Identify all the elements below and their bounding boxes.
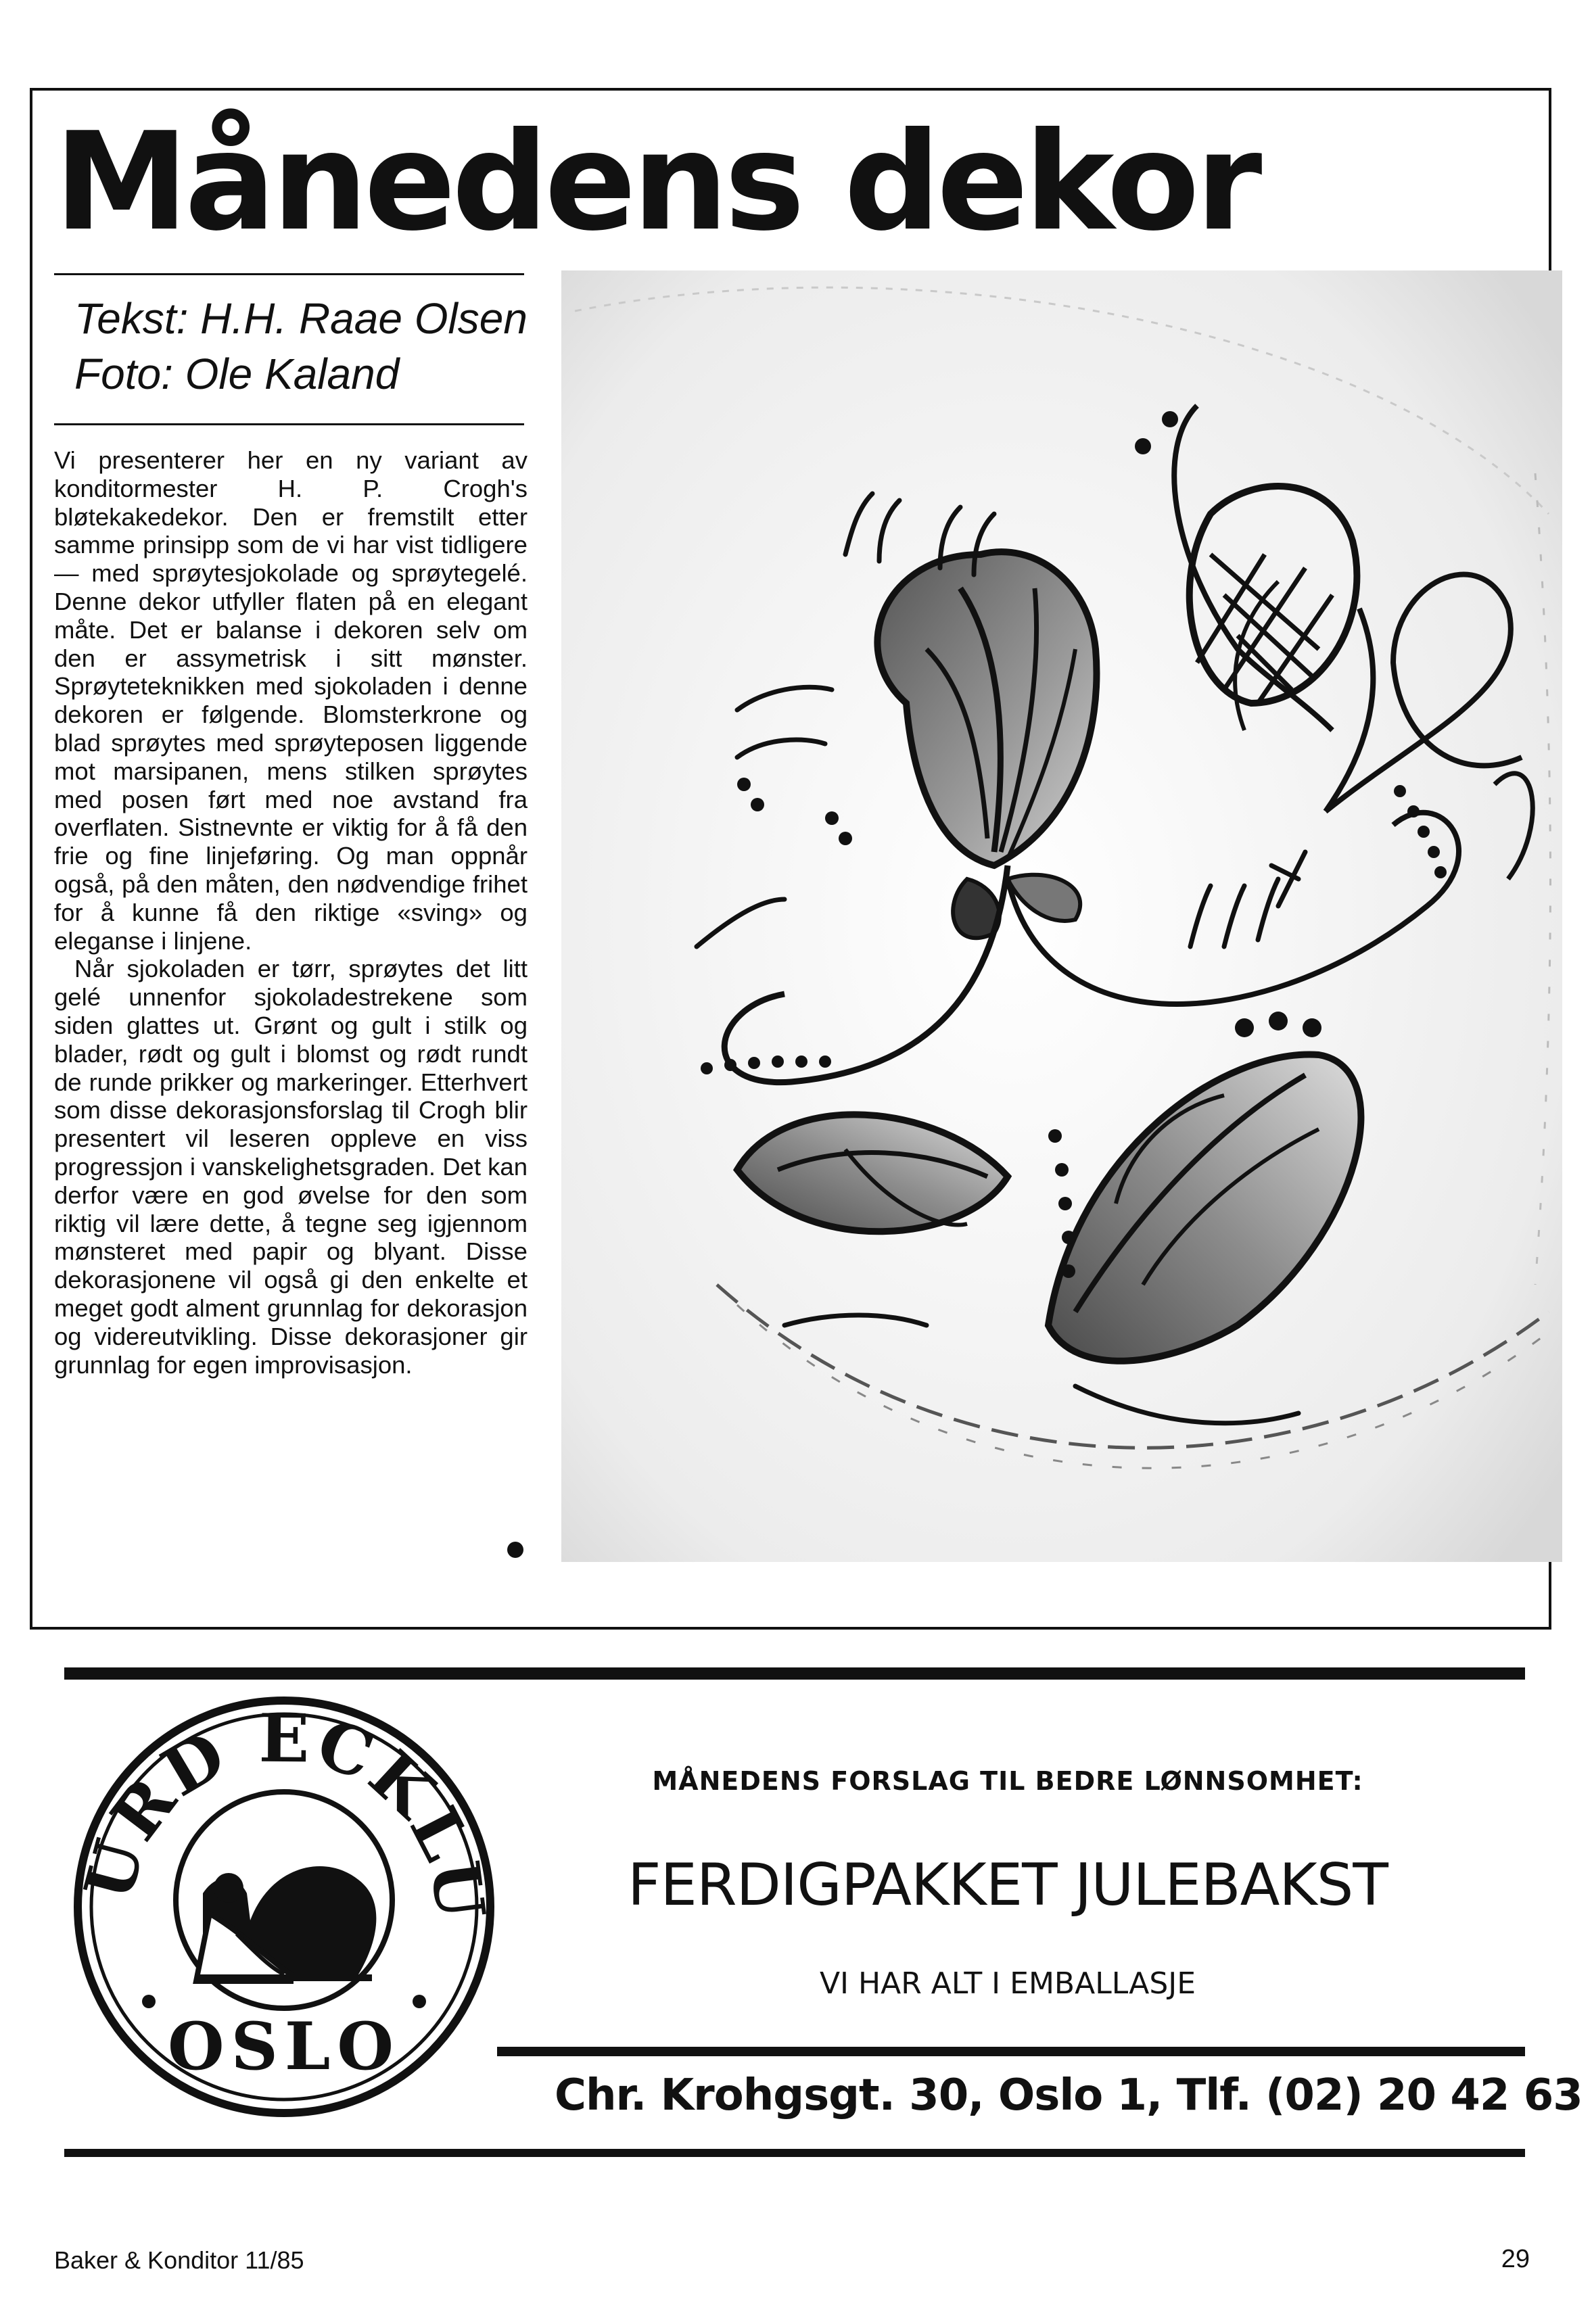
text-credit: Tekst: H.H. Raae Olsen <box>74 294 528 343</box>
logo-text-top: URD ECKLU <box>70 1699 500 1926</box>
end-mark-dot <box>507 1542 523 1558</box>
ad-bottom-rule <box>64 2149 1525 2157</box>
ad-address: Chr. Krohgsgt. 30, Oslo 1, Tlf. (02) 20 42 63 <box>555 2070 1583 2120</box>
ad-top-rule <box>64 1667 1525 1680</box>
credits-block <box>74 291 528 402</box>
ad-kicker: MÅNEDENS FORSLAG TIL BEDRE LØNNSOMHET: <box>652 1766 1363 1796</box>
page-number: 29 <box>1501 2245 1530 2273</box>
ad-headline: FERDIGPAKKET JULEBAKST <box>628 1851 1388 1919</box>
ad-subline: VI HAR ALT I EMBALLASJE <box>819 1966 1196 2001</box>
logo-text-bottom: OSLO <box>167 2008 401 2085</box>
cake-decoration-photo <box>561 270 1562 1562</box>
credits-rule-top <box>54 273 524 275</box>
article-title: Månedens dekor <box>54 103 1259 261</box>
body-paragraph: Vi presenterer her en ny variant av konditormester H. P. Crogh's bløtekakedekor. Den er fremstilt etter samme prinsipp som de vi har vist tidligere — med sprøytesjokolade og sprøytegelé. Denne dekor utfyller flaten på en elegant måte. Det er balanse i dekoren selv om den er assymetrisk i sitt mønster. Sprøyteteknikken med sjokoladen i denne dekoren er følgende. Blomsterkrone og blad sprøytes med sprøyteposen liggende mot marsipanen, mens stilken sprøytes med posen ført med noe avstand fra overflaten. Sistnevnte er viktig for å få den frie og fine linjeføring. Og man oppnår også, på den måten, den nødvendige frihet for å kunne få den riktige «sving» og eleganse i linjene. <box>54 446 528 955</box>
sigurd-ecklund-logo <box>68 1690 500 2123</box>
credits-rule-bottom <box>54 423 524 425</box>
ad-address-rule <box>497 2047 1525 2056</box>
body-paragraph: Når sjokoladen er tørr, sprøytes det litt gelé unnenfor sjokoladestrekene som siden glattes ut. Grønt og gult i stilk og blader, rødt og gult i blomst og rødt rundt de runde prikker og markeringer. Etterhvert som disse dekorasjonsforslag til Crogh blir presentert vil leseren oppleve en viss progressjon i vanskelighetsgraden. Det kan derfor være en god øvelse for den som riktig vil lære dette, å tegne seg igjennom mønsteret med papir og blyant. Disse dekorasjonene vil også gi den enkelte et meget godt alment grunnlag for dekorasjon og videreutvikling. Disse dekorasjoner gir grunnlag for egen improvisasjon. <box>54 955 528 1379</box>
cake-decoration-drawing <box>561 270 1562 1562</box>
dog-rider-figure-icon <box>196 1866 376 1981</box>
article-body <box>54 446 528 1379</box>
photo-credit: Foto: Ole Kaland <box>74 350 400 398</box>
publication-footer: Baker & Konditor 11/85 <box>54 2246 304 2274</box>
